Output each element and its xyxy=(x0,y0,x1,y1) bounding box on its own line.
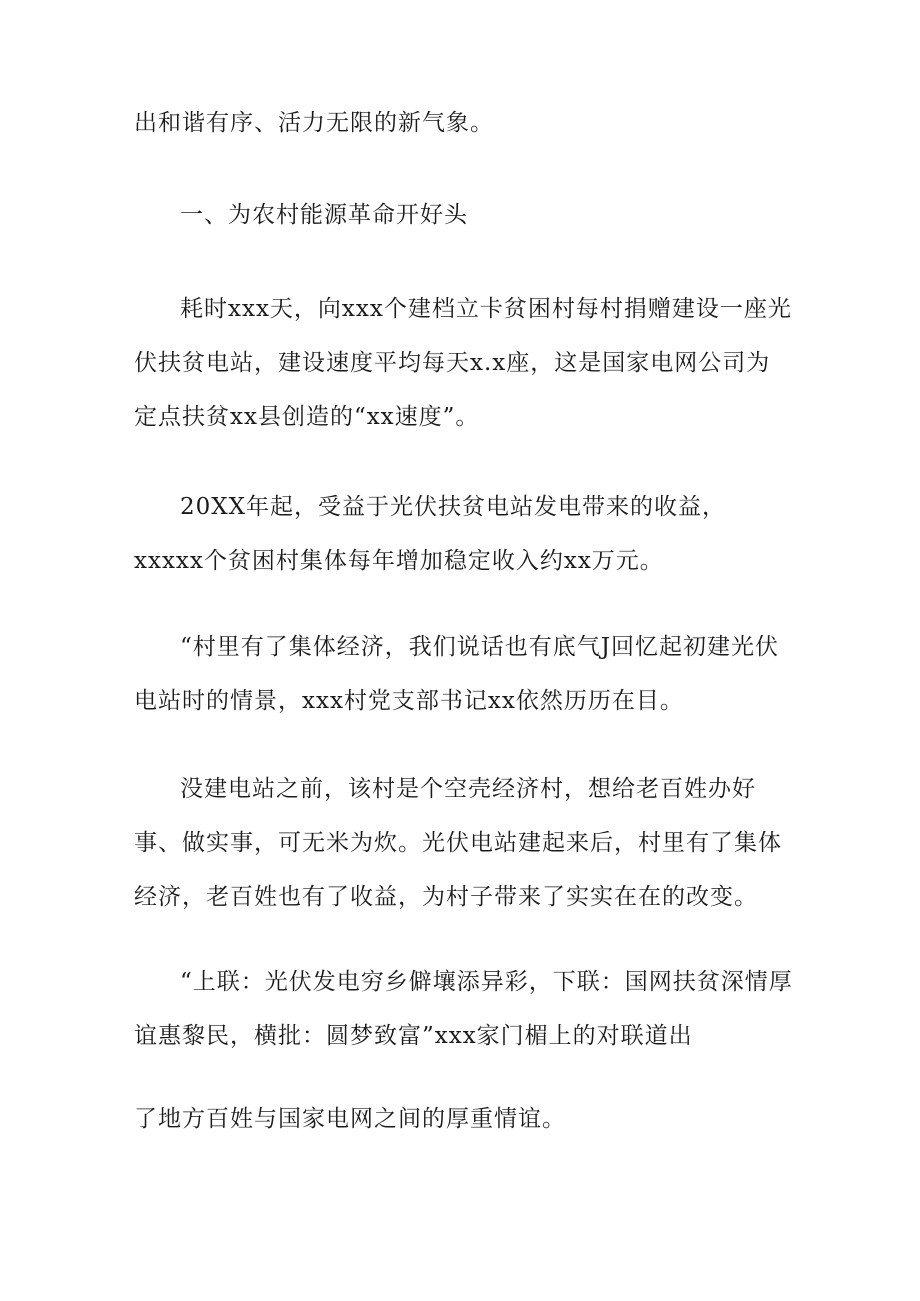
section-heading: 一、为农村能源革命开好头 xyxy=(180,202,468,228)
paragraph-couplet: “上联：光伏发电穷乡僻壤添异彩，下联：国网扶贫深情厚谊惠黎民，横批：圆梦致富”xxx家门楣上的对联道出 xyxy=(134,969,793,1049)
paragraph-before-after: 没建电站之前，该村是个空壳经济村，想给老百姓办好事、做实事，可无米为炊。光伏电站建起来后，村里有了集体经济，老百姓也有了收益，为村子带来了实实在在的改变。 xyxy=(134,776,782,910)
paragraph-quote: “村里有了集体经济，我们说话也有底气J回忆起初建光伏电站时的情景，xxx村党支部书记xx依然历历在目。 xyxy=(134,634,779,714)
paragraph-construction-speed: 耗时xxx天，向xxx个建档立卡贫困村每村捐赠建设一座光伏扶贫电站，建设速度平均每天x.x座，这是国家电网公司为定点扶贫xx县创造的“xx速度”。 xyxy=(134,296,792,430)
paragraph-income: 20XX年起，受益于光伏扶贫电站发电带来的收益，xxxxx个贫困村集体每年增加稳定收入约xx万元。 xyxy=(134,494,727,574)
paragraph-continuation: 出和谐有序、活力无限的新气象。 xyxy=(134,110,494,136)
paragraph-closing: 了地方百姓与国家电网之间的厚重情谊。 xyxy=(134,1106,566,1132)
